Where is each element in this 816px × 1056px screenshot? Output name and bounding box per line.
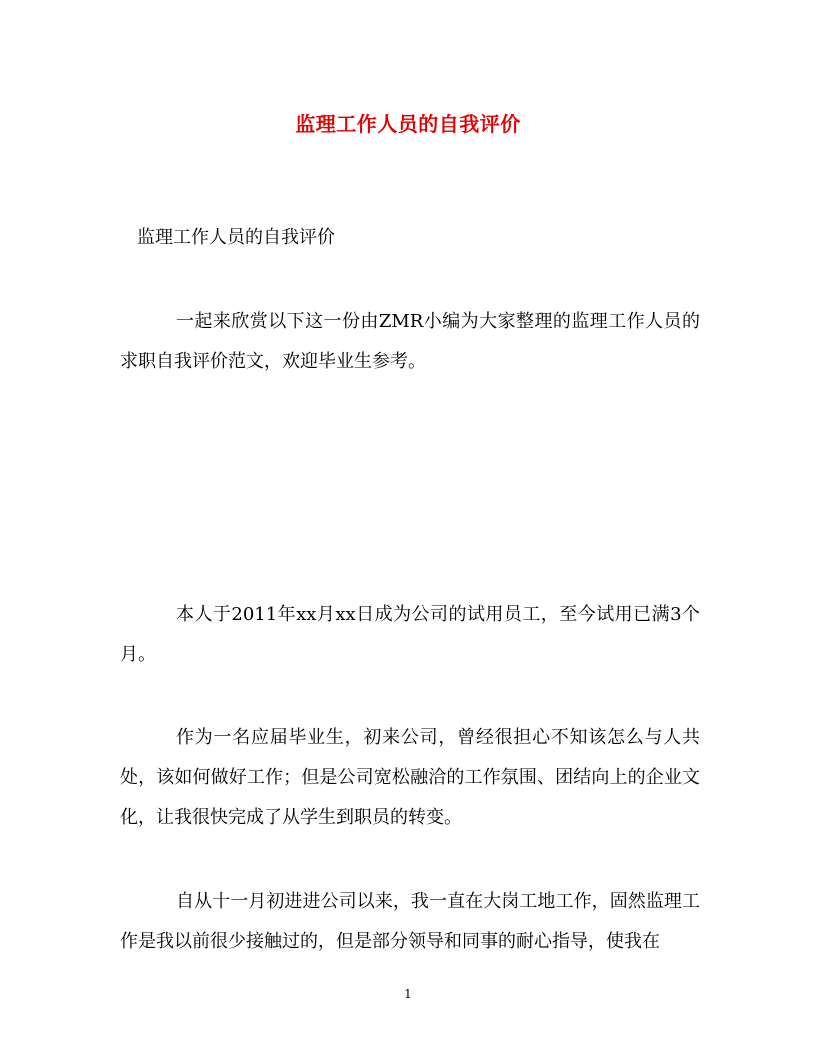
document-title: 监理工作人员的自我评价 xyxy=(295,112,521,136)
paragraph-3: 作为一名应届毕业生，初来公司，曾经很担心不知该怎么与人共处，该如何做好工作；但是公司宽松融洽的工作氛围、团结向上的企业文化，让我很快完成了从学生到职员的转变。 xyxy=(120,727,700,828)
page-number: 1 xyxy=(404,987,412,1001)
paragraph-1: 一起来欣赏以下这一份由ZMR小编为大家整理的监理工作人员的求职自我评价范文，欢迎毕业生参考。 xyxy=(120,311,700,372)
paragraph-2: 本人于2011年xx月xx日成为公司的试用员工，至今试用已满3个月。 xyxy=(120,604,700,665)
paragraph-4: 自从十一月初进进公司以来，我一直在大岗工地工作，固然监理工作是我以前很少接触过的，但是部分领导和同事的耐心指导，使我在 xyxy=(120,891,700,952)
document-subtitle: 监理工作人员的自我评价 xyxy=(137,227,335,248)
